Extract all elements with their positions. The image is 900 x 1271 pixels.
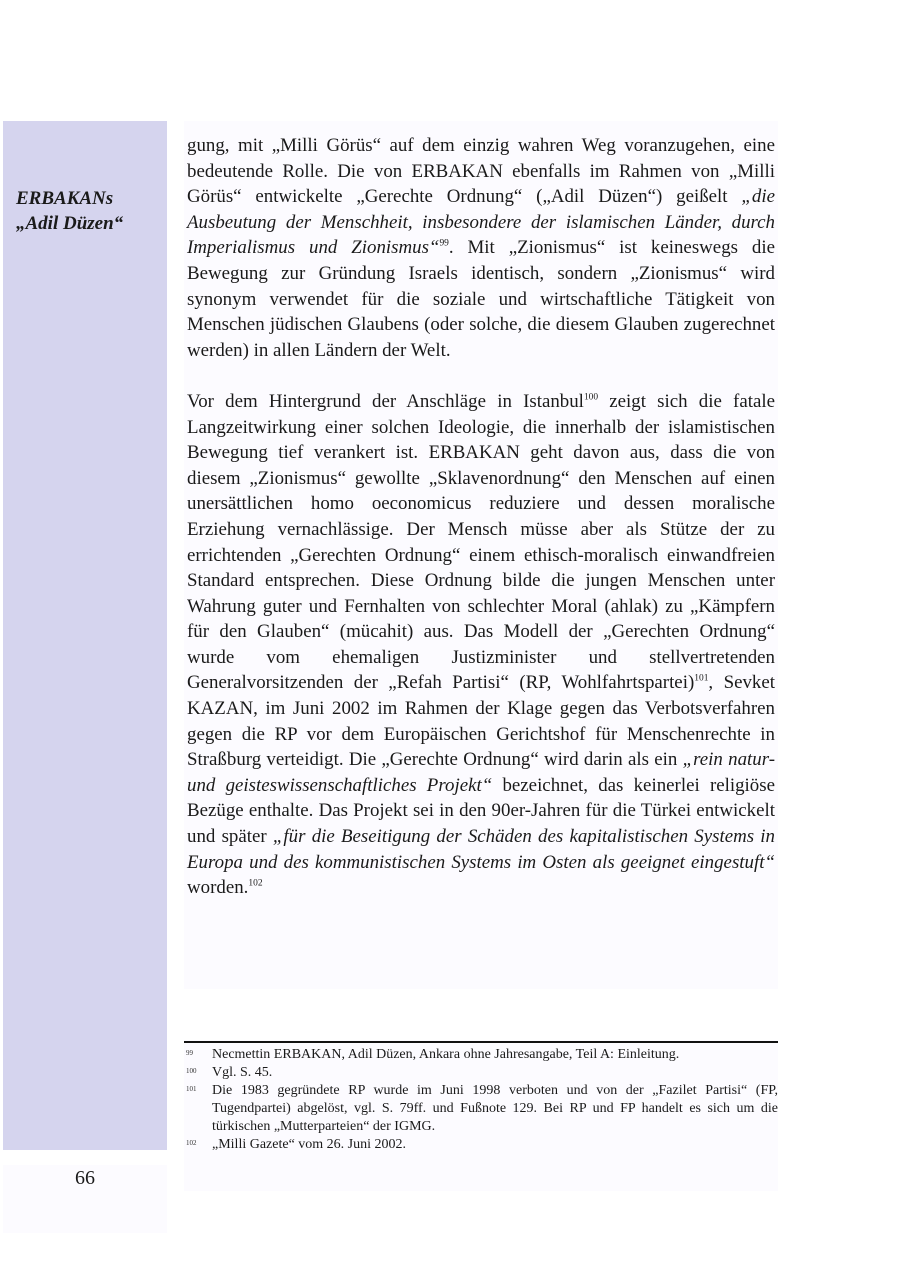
footnote-separator	[184, 1041, 778, 1043]
paragraph-2	[187, 389, 775, 901]
sidebar-panel	[3, 121, 167, 1150]
footnotes	[186, 1046, 778, 1154]
paragraph-2-text-e: worden.	[187, 877, 249, 899]
footnote-text: „Milli Gazete“ vom 26. Juni 2002.	[212, 1137, 407, 1152]
paragraph-2-text-a: Vor dem Hintergrund der Anschläge in Istanbul	[187, 390, 584, 412]
footnote-ref-101: 101	[694, 674, 709, 685]
footnote-text: Necmettin ERBAKAN, Adil Düzen, Ankara ohne Jahresangabe, Teil A: Einleitung.	[212, 1047, 680, 1062]
footnote	[186, 1046, 778, 1064]
paragraph-2-text-b: zeigt sich die fatale Langzeitwirkung einer solchen Ideologie, die innerhalb der islamistischen Bewegung tief verankert ist. ERBAKAN geht davon aus, dass die von diesem „Zionismus“ gewollte „Sklavenordnung“ den Menschen auf einen unersättlichen homo oeconomicus reduziere und dessen moralische Erziehung vernachlässige. Der Mensch müsse aber als Stütze der zu errichtenden „Gerechten Ordnung“ einem ethisch-moralisch einwandfreien Standard entsprechen. Diese Ordnung bilde die jungen Menschen unter Wahrung guter und Fernhalten von schlechter Moral (ahlak) zu „Kämpfern für den Glauben“ (mücahit) aus. Das Modell der „Gerechten Ordnung“ wurde vom ehemaligen Justizminister und stellvertretenden Generalvorsitzenden der „Refah Partisi“ (RP, Wohlfahrtspartei)	[187, 390, 775, 694]
page-number: 66	[75, 1167, 95, 1189]
footnote	[186, 1082, 778, 1136]
paragraph-1-text-a: gung, mit „Milli Görüs“ auf dem einzig wahren Weg voranzugehen, eine bedeutende Rolle. Die von ERBAKAN ebenfalls im Rahmen von „Milli Görüs“ entwickelte „Gerechte Ordnung“ („Adil Düzen“) geißelt	[187, 135, 775, 208]
paragraph-1-text-b: . Mit „Zionismus“ ist keineswegs die Bewegung zur Gründung Israels identisch, sondern „Zionismus“ wird synonym verwendet für die soziale und wirtschaftliche Tätigkeit von Menschen jüdischen Glaubens (oder solche, die diesem Glauben zugerechnet werden) in allen Ländern der Welt.	[187, 237, 775, 361]
margin-heading-line2: „Adil Düzen“	[16, 213, 124, 234]
footnote-number: 100	[186, 1067, 197, 1075]
quote-elimination: „für die Beseitigung der Schäden des kapitalistischen Systems in Europa und des kommunistischen Systems im Osten als geeignet eingestuft“	[187, 826, 775, 873]
footnote	[186, 1136, 778, 1154]
footnote-ref-100: 100	[583, 392, 599, 403]
body-text	[187, 133, 775, 901]
footnote-ref-99: 99	[439, 239, 449, 250]
quote-project: „rein natur- und geisteswissenschaftliches Projekt“	[187, 749, 775, 796]
paragraph-2-text-c: , Sevket KAZAN, im Juni 2002 im Rahmen der Klage gegen das Verbotsverfahren gegen die RP vor dem Europäischen Gerichtshof für Menschenrechte in Straßburg verteidigt. Die „Gerechte Ordnung“ wird darin als ein	[187, 672, 775, 771]
paragraph-2-text-d: bezeichnet, das keinerlei religiöse Bezüge enthalte. Das Projekt sei in den 90er-Jahren für die Türkei entwickelt und später	[187, 774, 775, 848]
margin-heading-line1: ERBAKANs	[16, 188, 114, 209]
footnote-text: Vgl. S. 45.	[212, 1065, 273, 1080]
footnote-number: 101	[186, 1085, 197, 1093]
footnote-text: Die 1983 gegründete RP wurde im Juni 1998 verboten und von der „Fazilet Partisi“ (FP, Tugendpartei) abgelöst, vgl. S. 79ff. und Fußnote 129. Bei RP und FP handelt es sich um die türkischen „Mutterparteien“ der IGMG.	[212, 1083, 778, 1134]
footnote-number: 99	[186, 1049, 193, 1057]
quote-exploitation: „die Ausbeutung der Menschheit, insbesondere der islamischen Länder, durch Imperialismus und Zionismus“	[187, 186, 775, 259]
footnote	[186, 1064, 778, 1082]
margin-heading	[16, 186, 164, 236]
footnote-number: 102	[186, 1139, 197, 1147]
footnote-ref-102: 102	[248, 878, 263, 889]
paragraph-1	[187, 133, 775, 363]
